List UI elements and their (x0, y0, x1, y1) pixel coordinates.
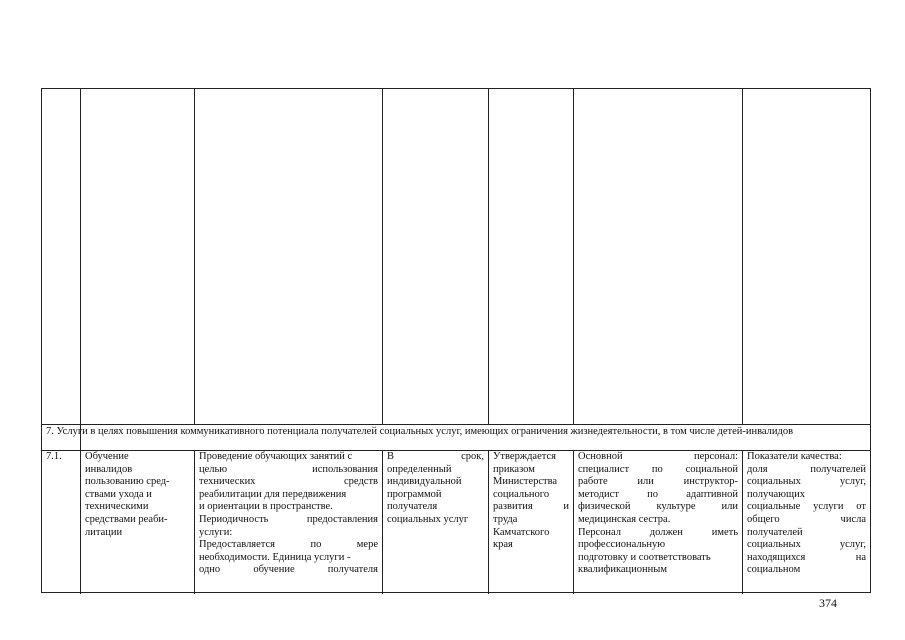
text-line: профессиональную (578, 539, 666, 551)
text-line: технических средств (199, 476, 378, 488)
text-line: социальные услуги от (747, 501, 866, 513)
text-line: средствами реаби- (85, 513, 168, 525)
text-line: Утверждается (493, 451, 556, 462)
text-line: квалификационным (578, 564, 667, 576)
text-line: необходимости. Единица услуги - (199, 551, 351, 563)
text-line: физической культуре или (578, 501, 738, 513)
text-line: Персонал должен иметь (578, 526, 738, 538)
text-line: социального (493, 488, 550, 500)
text-line: одно обучение получателя (199, 564, 378, 576)
text-line: техническими (85, 501, 149, 513)
text-line: труда (493, 513, 518, 525)
text-line: литации (85, 526, 123, 538)
text-line: реабилитации для передвижения (199, 488, 347, 500)
text-line: программой (387, 488, 442, 500)
text-line: специалист по социальной (578, 463, 738, 475)
text-line: социальных услуг (387, 513, 469, 525)
text-line: края (493, 539, 513, 551)
text-line: общего числа (747, 513, 866, 525)
description-cell (195, 451, 382, 577)
column-divider (742, 89, 743, 424)
text-line: социальных услуг, (747, 476, 866, 488)
text-line: определенный (387, 463, 452, 475)
text-line: социальных услуг, (747, 539, 866, 551)
section-heading: 7. Услуги в целях повышения коммуникативного потенциала получателей социальных услуг, имеющих ограничения жизнедеятельности, в том числе детей-инвалидов (46, 426, 794, 437)
text-line: методист по адаптивной (578, 488, 738, 500)
row-number-text: 7.1. (46, 451, 62, 462)
text-line: ствами ухода и (85, 488, 152, 500)
text-line: целью использования (199, 463, 378, 475)
page-number: 374 (819, 596, 837, 610)
text-line: Показатели качества: (747, 451, 842, 462)
column-divider (573, 89, 574, 424)
text-line: Проведение обучающих занятий с (199, 451, 353, 462)
text-line: Камчатского (493, 526, 550, 538)
text-line: услуги: (199, 526, 233, 538)
text-line: медицинская сестра. (578, 513, 671, 525)
text-line: Обучение (85, 451, 129, 462)
text-line: Министерства (493, 476, 558, 488)
services-table (41, 88, 871, 593)
text-line: приказом (493, 463, 535, 475)
text-line: Основной персонал: (578, 451, 738, 462)
text-line: В срок, (387, 451, 484, 462)
text-line: получателей (747, 526, 803, 538)
staff-cell (574, 451, 742, 577)
text-line: работе или инструктор- (578, 476, 738, 488)
text-line: доля получателей (747, 463, 866, 475)
text-line: индивидуальной (387, 476, 462, 488)
text-line: получающих (747, 488, 805, 500)
column-divider (488, 89, 489, 424)
service-name-cell (81, 451, 194, 539)
column-divider (382, 89, 383, 424)
row-number (42, 451, 80, 464)
text-line: Периодичность предоставления (199, 513, 378, 525)
column-divider (194, 89, 195, 424)
text-line: находящихся на (747, 551, 866, 563)
text-line: социальном (747, 564, 801, 576)
text-line: развития и (493, 501, 569, 513)
quality-cell (743, 451, 870, 577)
text-line: инвалидов (85, 463, 133, 475)
text-line: и ориентации в пространстве. (199, 501, 333, 513)
text-line: Предоставляется по мере (199, 539, 378, 551)
text-line: пользованию сред- (85, 476, 170, 488)
tariff-cell (489, 451, 573, 552)
text-line: получателя (387, 501, 438, 513)
term-cell (383, 451, 488, 527)
text-line: подготовку и соответствовать (578, 551, 711, 563)
